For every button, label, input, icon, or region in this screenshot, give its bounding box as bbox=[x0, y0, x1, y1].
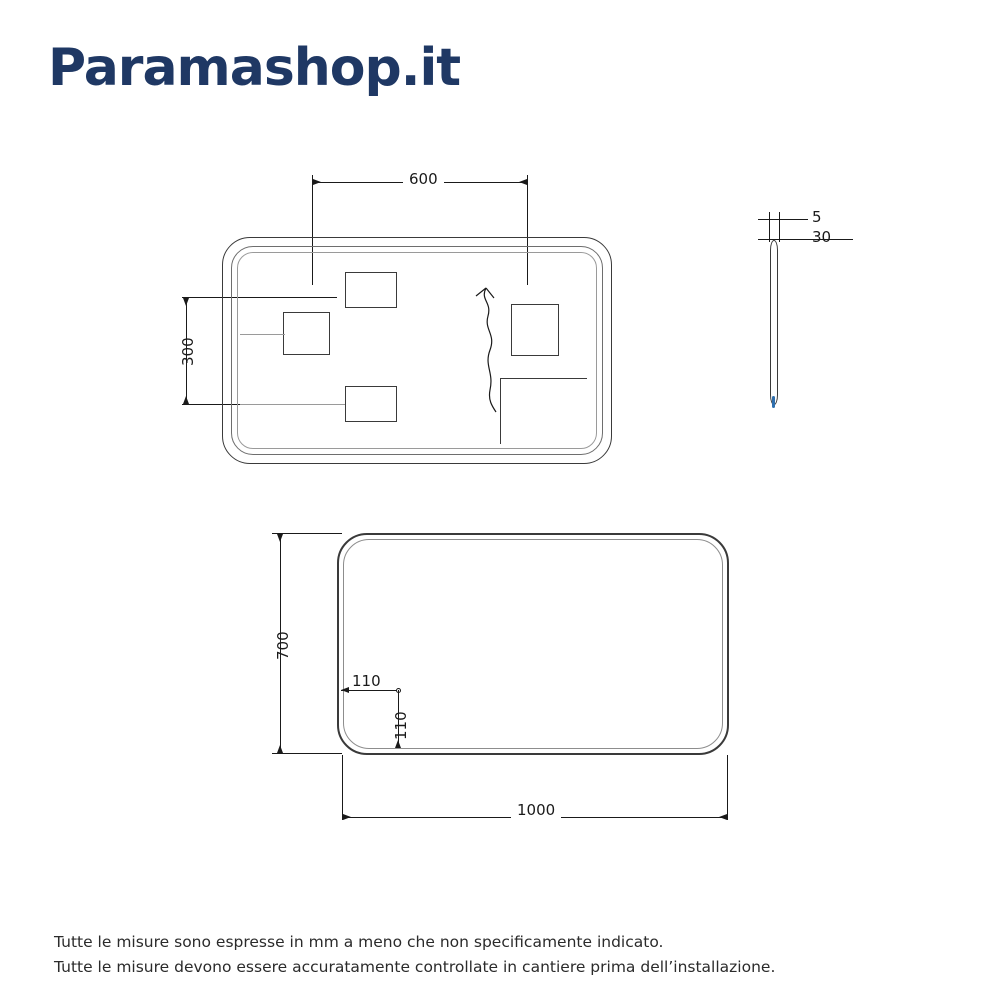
footer-note-line-2: Tutte le misure devono essere accuratamente controllate in cantiere prima dell’installazione. bbox=[54, 958, 776, 976]
dim-arrow-700-bottom bbox=[277, 745, 283, 753]
dim-line-5 bbox=[758, 219, 808, 220]
dim-label-1000: 1000 bbox=[511, 801, 561, 819]
dim-arrow-1000-left bbox=[343, 814, 351, 820]
footer-note-line-1: Tutte le misure sono espresse in mm a meno che non specificamente indicato. bbox=[54, 933, 664, 951]
dim-line-110-horizontal bbox=[341, 690, 399, 691]
dim-ext-line-5-right bbox=[779, 212, 780, 242]
dim-ext-line-1000-right bbox=[727, 755, 728, 820]
dim-ext-line-1000-left bbox=[342, 755, 343, 820]
dim-label-110-horizontal: 110 bbox=[352, 672, 381, 690]
dim-label-300: 300 bbox=[179, 337, 197, 366]
dim-arrow-110-v-bottom bbox=[395, 740, 401, 748]
footer-notes bbox=[54, 930, 954, 980]
side-view-profile bbox=[770, 240, 778, 405]
component-box-bottom bbox=[345, 386, 397, 422]
dim-arrow-1000-right bbox=[719, 814, 727, 820]
component-box-left bbox=[283, 312, 330, 355]
dim-ext-line-700-bottom bbox=[272, 753, 342, 754]
dim-label-600: 600 bbox=[403, 170, 444, 188]
component-box-top bbox=[345, 272, 397, 308]
dim-label-30: 30 bbox=[812, 228, 832, 246]
dim-arrow-110-h-left bbox=[341, 687, 349, 693]
dim-ext-line-5-left bbox=[769, 212, 770, 242]
dim-arrow-700-top bbox=[277, 534, 283, 542]
power-cable-icon bbox=[470, 286, 520, 426]
dim-label-110-vertical: 110 bbox=[392, 711, 410, 740]
side-view-led-strip bbox=[772, 396, 775, 408]
dim-label-700: 700 bbox=[274, 631, 292, 660]
brand-logo: Paramashop.it bbox=[48, 38, 461, 98]
leader-line-left-box bbox=[240, 334, 285, 335]
dim-arrow-600-left bbox=[313, 179, 321, 185]
dim-label-5: 5 bbox=[812, 208, 822, 226]
leader-line-bottom-box bbox=[240, 404, 345, 405]
dim-line-30 bbox=[758, 239, 853, 240]
dim-arrow-600-right bbox=[519, 179, 527, 185]
dim-arrow-300-top bbox=[183, 298, 189, 306]
dim-arrow-300-bottom bbox=[183, 396, 189, 404]
dim-ext-line-700-top bbox=[272, 533, 342, 534]
